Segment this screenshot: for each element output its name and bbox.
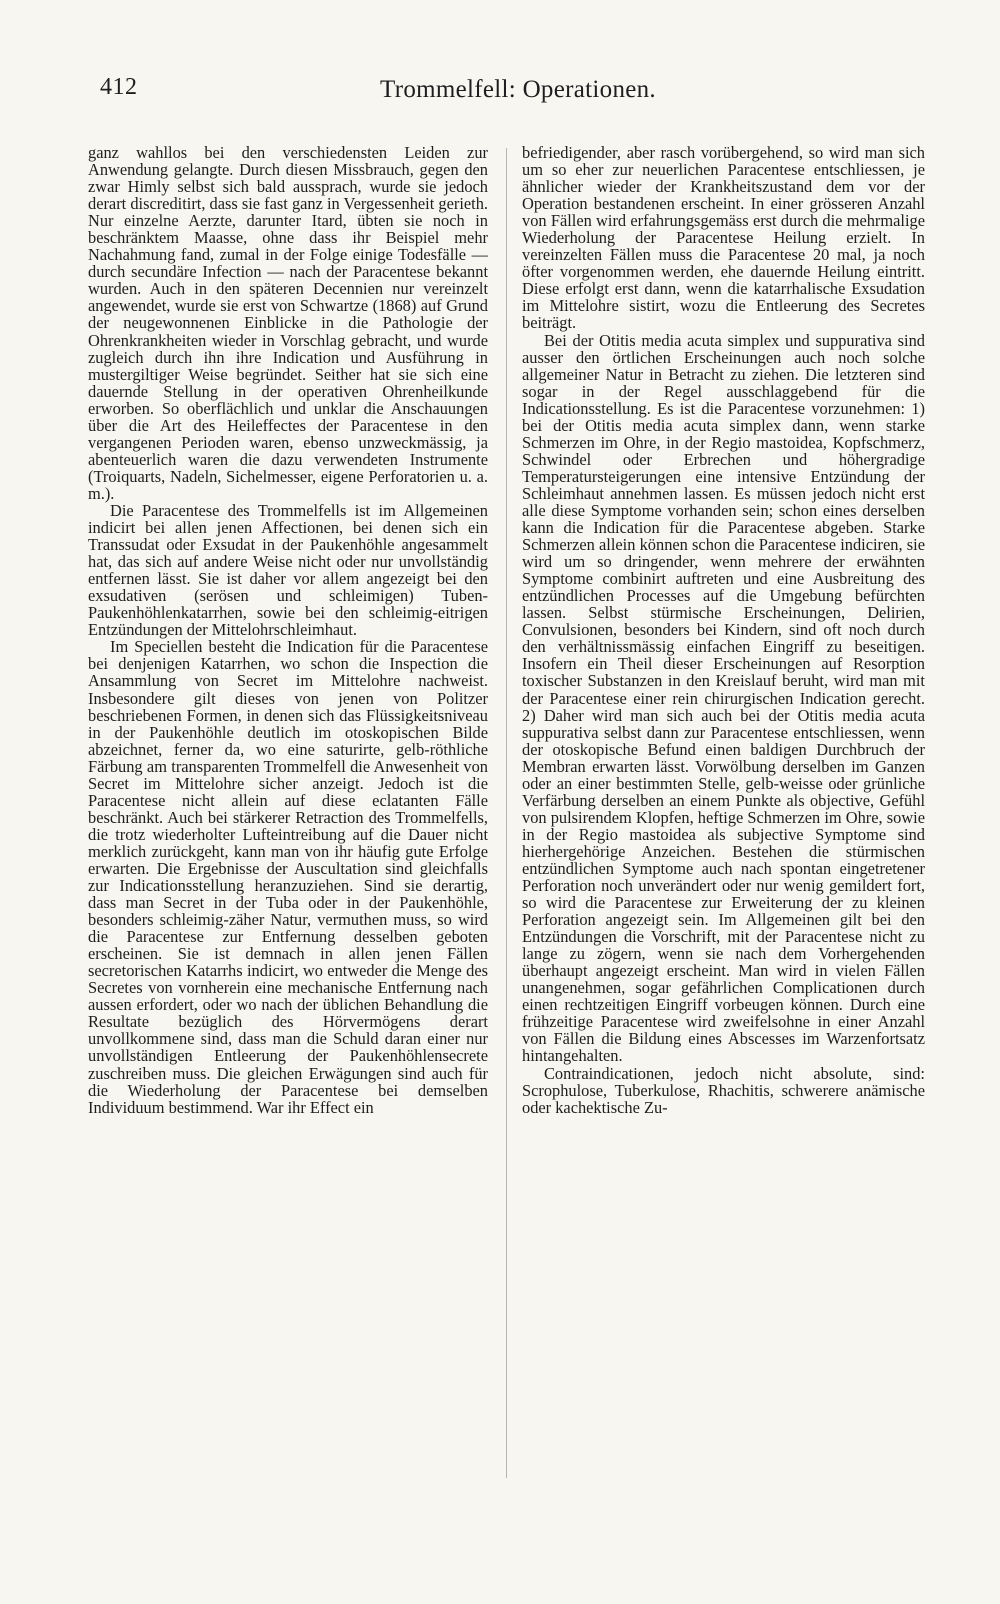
page-header — [100, 74, 656, 114]
paragraph: Contraindicationen, jedoch nicht absolute, sind: Scrophulose, Tuberkulose, Rhachitis, schwerere anämische oder kachektische Zu- — [522, 1063, 925, 1117]
right-column — [522, 144, 925, 1504]
column-divider — [506, 148, 507, 1478]
page-number: 412 — [100, 74, 138, 100]
paragraph: Im Speciellen besteht die Indication für die Paracentese bei denjenigen Katarrhen, wo schon die Inspection die Ansammlung von Secret im Mittelohre nachweist. Insbesondere gilt dieses von jenen von Politzer beschriebenen Formen, in denen sich das Flüssigkeitsniveau in der Paukenhöhle deutlich im otoskopischen Bilde abzeichnet, ferner da, wo eine saturirte, gelb-röthliche Färbung am transparenten Trommelfell die Anwesenheit von Secret im Mittelohre sicher anzeigt. Jedoch ist die Paracentese nicht allein auf diese eclatanten Fälle beschränkt. Auch bei stärkerer Retraction des Trommelfells, die trotz wiederholter Lufteintreibung auf die Dauer nicht merklich zurückgeht, kann man von ihr häufig gute Erfolge erwarten. Die Ergebnisse der Auscultation sind gleichfalls zur Indicationsstellung heranzuziehen. Sind sie derartig, dass man Secret in der Tuba oder in der Paukenhöhle, besonders schleimig-zäher Natur, vermuthen muss, so wird die Paracentese zur Entfernung desselben geboten erscheinen. Sie ist demnach in allen jenen Fällen secretorischen Katarrhs indicirt, wo entweder die Menge des Secretes von vornherein eine mechanische Entfernung nach aussen erfordert, oder wo nach der üblichen Behandlung die Resultate bezüglich des Hörvermögens derart unvollkommene sind, dass man die Schuld daran einer nur unvollständigen Entleerung der Paukenhöhlensecrete zuschreiben muss. Die gleichen Erwägungen sind auch für die Wiederholung der Paracentese bei demselben Individuum bestimmend. War ihr Effect ein — [88, 637, 488, 1117]
paragraph: ganz wahllos bei den verschiedensten Leiden zur Anwendung gelangte. Durch diesen Missbrauch, gegen den zwar Himly selbst sich bald aussprach, wurde sie jedoch derart discreditirt, dass sie fast ganz in Vergessenheit gerieth. Nur einzelne Aerzte, darunter Itard, übten sie noch in beschränktem Maasse, ohne dass ihr Beispiel mehr Nachahmung fand, zumal in der Folge einige Todesfälle — durch secundäre Infection — nach der Paracentese bekannt wurden. Auch in den späteren Decennien nur vereinzelt angewendet, wurde sie erst von Schwartze (1868) auf Grund der neugewonnenen Einblicke in die Pathologie der Ohrenkrankheiten wieder in Vorschlag gebracht, und wurde zugleich durch ihn ihre Indication und Ausführung in mustergiltiger Weise begründet. Seither hat sie sich eine dauernde Stellung in der operativen Ohrenheilkunde erworben. So oberflächlich und unklar die Anschauungen über die Art des Heileffectes der Paracentese in den vergangenen Perioden waren, ebenso unzweckmässig, ja abenteuerlich waren die dazu verwendeten Instrumente (Troiquarts, Nadeln, Sichelmesser, eigene Perforatorien u. a. m.). — [88, 144, 488, 503]
paragraph: Bei der Otitis media acuta simplex und suppurativa sind ausser den örtlichen Erscheinungen auch noch solche allgemeiner Natur in Betracht zu ziehen. Die letzteren sind sogar in der Regel ausschlaggebend für die Indicationsstellung. Es ist die Paracentese vorzunehmen: 1) bei der Otitis media acuta simplex dann, wenn starke Schmerzen im Ohre, in der Regio mastoidea, Kopfschmerz, Schwindel oder Erbrechen und höhergradige Temperatursteigerungen eine intensive Entzündung der Schleimhaut annehmen lassen. Es müssen jedoch nicht erst alle diese Symptome vorhanden sein; schon eines derselben kann die Indication für die Paracentese abgeben. Starke Schmerzen allein können schon die Paracentese indiciren, sie wird um so dringender, wenn mehrere der erwähnten Symptome combinirt auftreten und eine Ausbreitung des entzündlichen Processes auf die Umgebung befürchten lassen. Selbst stürmische Erscheinungen, Delirien, Convulsionen, besonders bei Kindern, sind oft noch durch den verhältnissmässig einfachen Eingriff zu beseitigen. Insofern ein Theil dieser Erscheinungen auf Resorption toxischer Substanzen in den Kreislauf beruht, wird man mit der Paracentese einer rein chirurgischen Indication gerecht. 2) Daher wird man sich auch bei der Otitis media acuta suppurativa selbst dann zur Paracentese entschliessen, wenn der otoskopische Befund einen baldigen Durchbruch der Membran erwarten lässt. Vorwölbung derselben im Ganzen oder an einer bestimmten Stelle, gelb-weisse oder grünliche Verfärbung derselben an einem Punkte als objective, Gefühl von pulsirendem Klopfen, heftige Schmerzen im Ohre, sowie in der Regio mastoidea als subjective Symptome sind hierhergehörige Anzeichen. Bestehen die stürmischen entzündlichen Symptome auch nach spontan eingetretener Perforation noch unverändert oder nur wenig gemildert fort, so wird die Paracentese zur Erweiterung der zu kleinen Perforation angezeigt sein. Im Allgemeinen gilt bei den Entzündungen die Vorschrift, mit der Paracentese nicht zu lange zu zögern, wenn sie nach dem Vorhergehenden überhaupt angezeigt erscheint. Man wird in vielen Fällen unangenehmen, sogar gefährlichen Complicationen durch einen rechtzeitigen Eingriff vorbeugen können. Durch eine frühzeitige Paracentese wird zweifelsohne in einer Anzahl von Fällen die Bildung eines Abscesses im Warzenfortsatz hintangehalten. — [522, 330, 925, 1066]
running-title: Trommelfell: Operationen. — [380, 76, 656, 103]
paragraph: Die Paracentese des Trommelfells ist im Allgemeinen indicirt bei allen jenen Affectionen, bei denen sich ein Transsudat oder Exsudat in der Paukenhöhle angesammelt hat, das sich auf andere Weise nicht oder nur unvollständig entfernen lässt. Sie ist daher vor allem angezeigt bei den exsudativen (serösen und schleimigen) Tuben-Paukenhöhlenkatarrhen, sowie bei den schleimig-eitrigen Entzündungen der Mittelohrschleimhaut. — [88, 500, 488, 640]
paragraph: befriedigender, aber rasch vorübergehend, so wird man sich um so eher zur neuerlichen Paracentese entschliessen, je ähnlicher wieder der Krankheitszustand dem vor der Operation bestandenen erscheint. In einer grösseren Anzahl von Fällen wird erfahrungsgemäss erst durch die mehrmalige Wiederholung der Paracentese Heilung erzielt. In vereinzelten Fällen muss die Paracentese 20 mal, ja noch öfter vorgenommen werden, ehe dauernde Heilung eintritt. Diese erfolgt erst dann, wenn die katarrhalische Exsudation im Mittelohre sistirt, wozu die Entleerung des Secretes beiträgt. — [522, 144, 925, 333]
left-column — [88, 144, 488, 1504]
